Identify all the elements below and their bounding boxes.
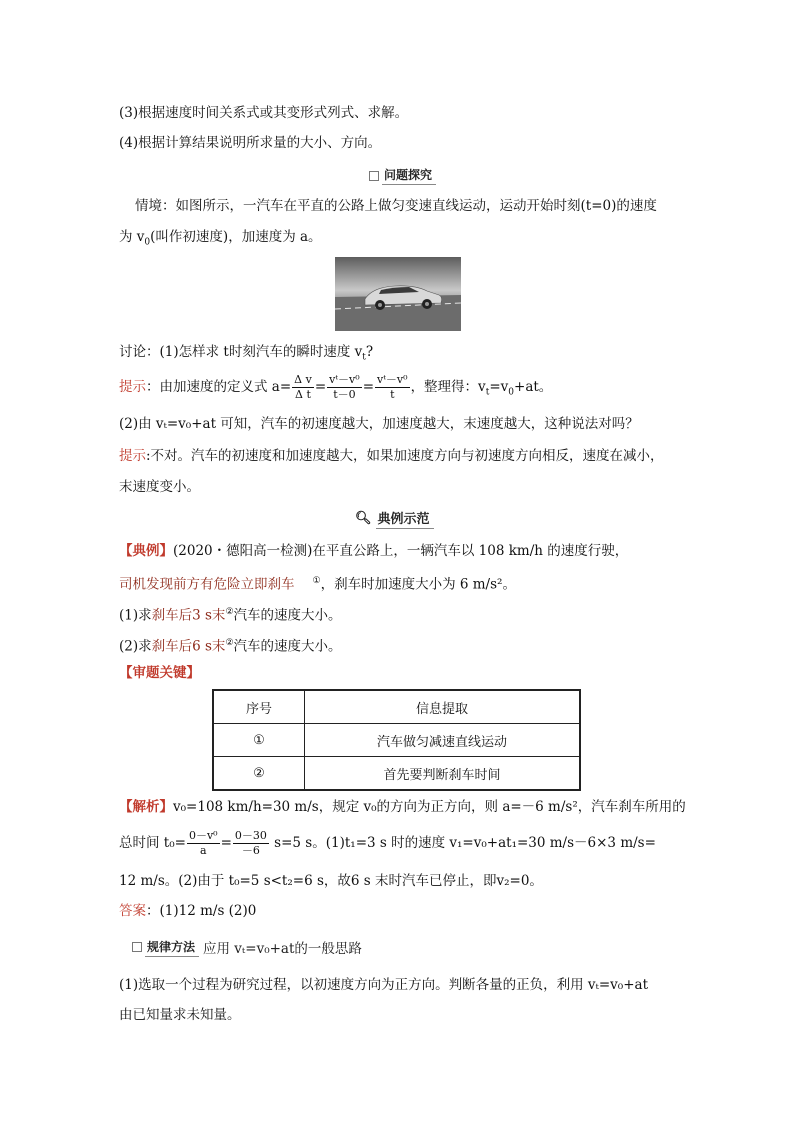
- table-cell: ①: [213, 724, 305, 757]
- method-p1-cont: 由已知量求未知量。: [119, 1007, 241, 1023]
- discussion-q2: (2)由 vₜ=v₀+at 可知，汽车的初速度越大，加速度越大，末速度越大，这种说法对吗？: [119, 416, 639, 432]
- table-header: 信息提取: [305, 690, 581, 724]
- car-photo: [335, 257, 461, 331]
- example-q1: (1)求刹车后3 s末②汽车的速度大小。: [119, 607, 342, 624]
- example-q2: (2)求刹车后6 s末②汽车的速度大小。: [119, 638, 342, 655]
- example-line-1: 【典例】(2020・德阳高一检测)在平直公路上，一辆汽车以 108 km/h 的速度行驶，: [119, 543, 629, 559]
- checkbox-icon: [132, 942, 142, 952]
- answer: 答案：(1)12 m/s (2)0: [119, 903, 257, 919]
- table-cell: 汽车做匀减速直线运动: [305, 724, 581, 757]
- method-p1: (1)选取一个过程为研究过程，以初速度方向为正方向。判断各量的正负，利用 vₜ=v₀+at: [119, 977, 649, 993]
- table-header-row: [213, 690, 580, 724]
- step-3: (3)根据速度时间关系式或其变形式列式、求解。: [119, 105, 409, 121]
- table-row: [213, 724, 580, 757]
- solution-line-1: 【解析】v₀=108 km/h=30 m/s，规定 v₀的方向为正方向，则 a=－6 m/s²，汽车刹车所用的: [119, 799, 686, 815]
- step-4: (4)根据计算结果说明所求量的大小、方向。: [119, 135, 382, 151]
- method-banner: 规律方法 应用 vₜ=v₀+at的一般思路: [132, 937, 362, 957]
- hint-2-cont: 末速度变小。: [119, 479, 200, 495]
- info-table: [212, 689, 581, 791]
- table-cell: ②: [213, 757, 305, 791]
- solution-line-2: 总时间 t₀= $\frac{\text{0－v⁰}}{a}$ = $\frac{0-30}{-6}$ s=5 s。(1)t₁=3 s 时的速度 v₁=v₀+at₁=30 m/s－6×3 m/s=: [119, 829, 656, 857]
- checkbox-icon: [369, 171, 379, 181]
- discussion-q1: 讨论：(1)怎样求 t时刻汽车的瞬时速度 $v_t$?: [119, 344, 374, 363]
- situation-line-1: 情境：如图所示，一汽车在平直的公路上做匀变速直线运动，运动开始时刻(t=0)的速度: [135, 198, 657, 214]
- table-header: 序号: [213, 690, 305, 724]
- magnifier-icon: 🔍︎: [355, 511, 372, 526]
- example-line-2: 司机发现前方有危险立即刹车 ①，刹车时加速度大小为 6 m/s²。: [119, 576, 516, 593]
- key-title: 【审题关键】: [119, 665, 200, 681]
- hint-2: 提示:不对。汽车的初速度和加速度越大，如果加速度方向与初速度方向相反，速度在减小，: [119, 448, 664, 464]
- table-cell: 首先要判断刹车时间: [305, 757, 581, 791]
- example-banner: 🔍︎ 典例示范: [355, 508, 434, 529]
- situation-line-2: 为 $v_0$(叫作初速度)，加速度为 a。: [119, 229, 322, 248]
- table-row: [213, 757, 580, 791]
- method-title: 应用 vₜ=v₀+at的一般思路: [203, 941, 362, 957]
- solution-line-3: 12 m/s。(2)由于 t₀=5 s<t₂=6 s，故6 s 末时汽车已停止，即v₂=0。: [119, 873, 543, 889]
- hint-1: 提示：由加速度的定义式 a= $\frac{\text{Δ v}}{\text{Δ t}}$ = $\frac{\text{vᵗ－v⁰}}{t-0}$ = $\frac{\text{vᵗ－v⁰}}{t}$ ，整理得：$v_t=v_0+at$。: [119, 373, 553, 401]
- problem-banner: 问题探究: [369, 166, 436, 185]
